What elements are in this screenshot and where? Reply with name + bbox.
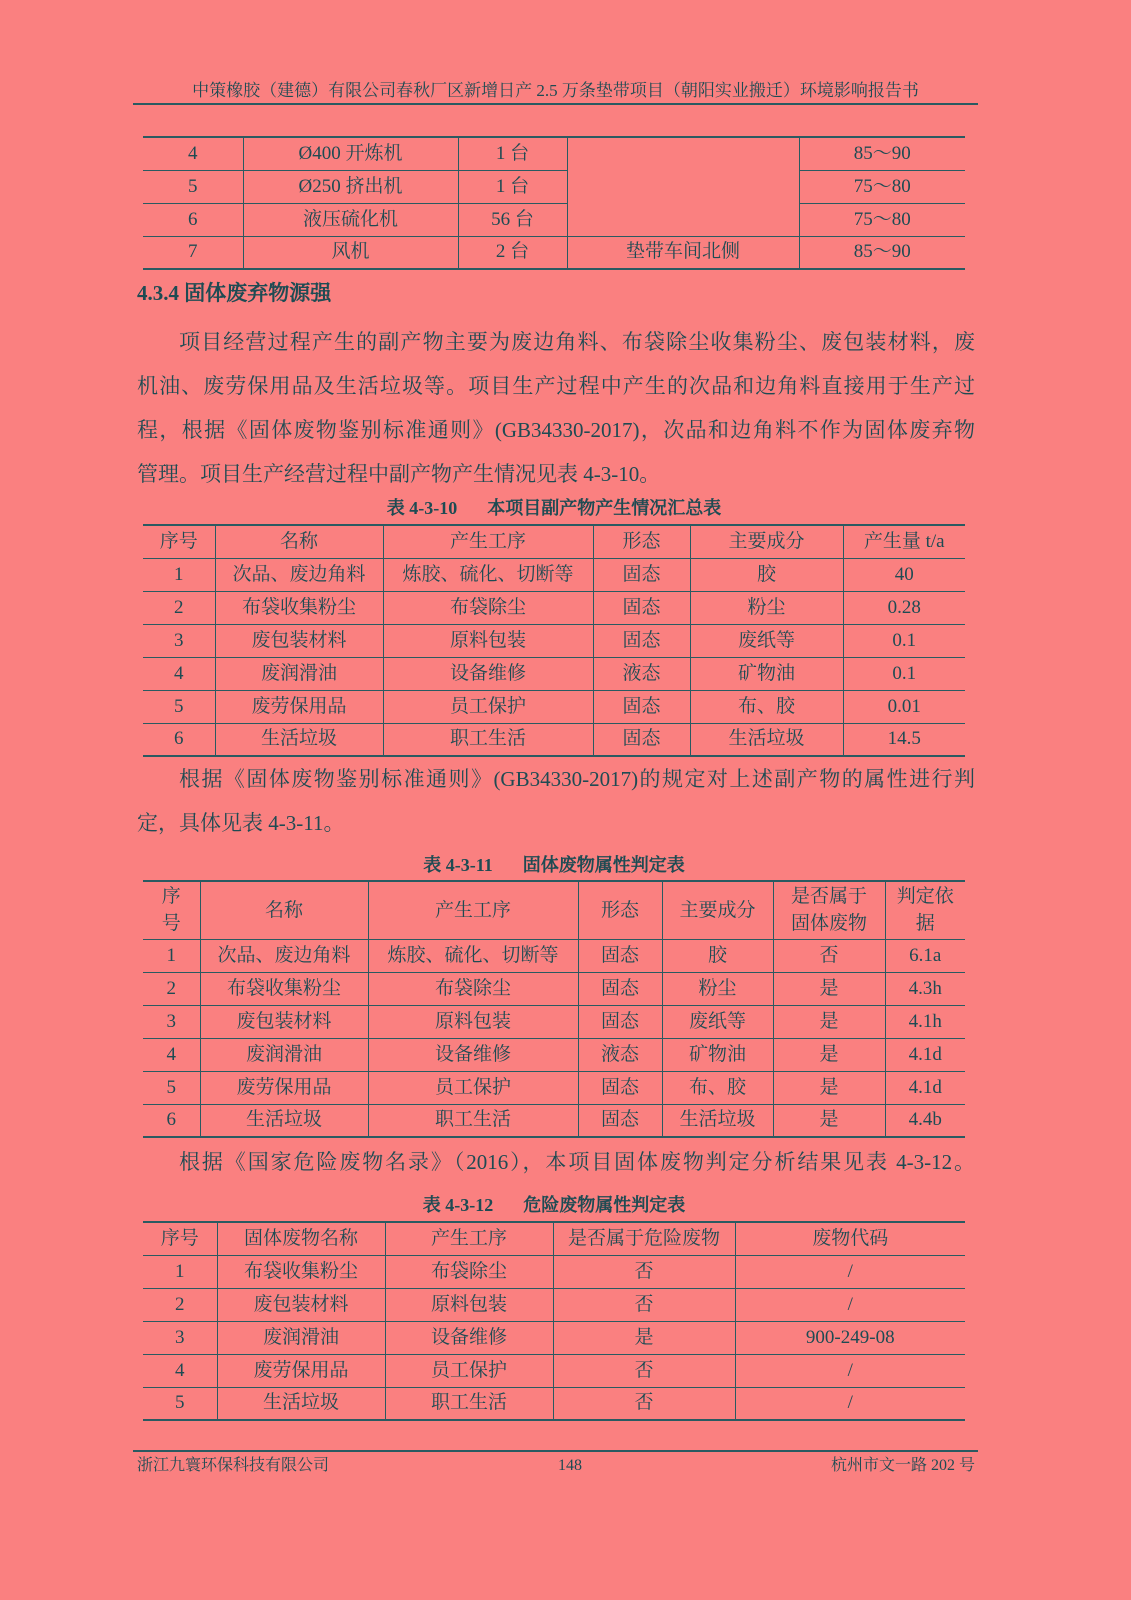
cell-amount: 0.1 [843, 657, 965, 690]
cell-name: 布袋收集粉尘 [200, 972, 368, 1005]
table-header-row [143, 1222, 965, 1255]
cell-amount: 14.5 [843, 723, 965, 756]
table-row [143, 723, 965, 756]
table-row [143, 939, 965, 972]
cell-process: 布袋除尘 [385, 1255, 553, 1288]
caption-title: 危险废物属性判定表 [523, 1195, 686, 1215]
cell-state: 固态 [593, 591, 690, 624]
cell-no: 5 [143, 1071, 200, 1104]
cell-waste-code: / [735, 1288, 965, 1321]
header-process: 产生工序 [385, 1222, 553, 1255]
cell-no: 4 [143, 1038, 200, 1071]
header-rule [133, 103, 978, 105]
cell-waste-code: 900-249-08 [735, 1321, 965, 1354]
cell-is-solid-waste: 是 [773, 1071, 885, 1104]
cell-no: 1 [143, 939, 200, 972]
cell-process: 设备维修 [368, 1038, 578, 1071]
cell-name: 次品、废边角料 [215, 558, 383, 591]
cell-composition: 废纸等 [690, 624, 843, 657]
cell-waste-name: 废包装材料 [217, 1288, 385, 1321]
cell-amount: 0.1 [843, 624, 965, 657]
cell-basis: 4.1h [885, 1005, 965, 1038]
cell-quantity: 56 台 [458, 203, 567, 236]
header-amount: 产生量 t/a [843, 525, 965, 558]
cell-state: 固态 [578, 1005, 662, 1038]
paragraph-attribute-judgement [137, 757, 975, 845]
cell-name: 次品、废边角料 [200, 939, 368, 972]
cell-no: 6 [143, 723, 215, 756]
cell-state: 固态 [593, 624, 690, 657]
caption-number: 表 4-3-10 [386, 498, 458, 518]
cell-no: 2 [143, 591, 215, 624]
table-row [143, 236, 965, 269]
cell-name: 废润滑油 [215, 657, 383, 690]
table-row [143, 137, 965, 170]
paragraph-line: 根据《固体废物鉴别标准通则》(GB34330-2017)的规定对上述副产物的属性进行判 [179, 767, 975, 791]
cell-name: 废包装材料 [215, 624, 383, 657]
caption-number: 表 4-3-11 [423, 855, 493, 875]
cell-composition: 矿物油 [662, 1038, 773, 1071]
cell-is-solid-waste: 是 [773, 1005, 885, 1038]
cell-process: 原料包装 [368, 1005, 578, 1038]
cell-composition: 生活垃圾 [690, 723, 843, 756]
table-caption [143, 497, 965, 519]
cell-process: 设备维修 [385, 1321, 553, 1354]
cell-process: 职工生活 [368, 1104, 578, 1137]
cell-composition: 胶 [690, 558, 843, 591]
cell-no: 5 [143, 690, 215, 723]
paragraph-line: 定，具体见表 4-3-11。 [137, 811, 345, 835]
paragraph-line: 根据《国家危险废物名录》（2016），本项目固体废物判定分析结果见表 4-3-12。 [179, 1150, 975, 1174]
cell-basis: 4.1d [885, 1071, 965, 1104]
table-row [143, 1071, 965, 1104]
table-row [143, 1005, 965, 1038]
header-process: 产生工序 [383, 525, 593, 558]
table-row [143, 657, 965, 690]
header-is-hazardous: 是否属于危险废物 [553, 1222, 735, 1255]
caption-title: 固体废物属性判定表 [522, 855, 685, 875]
cell-equipment: Ø400 开炼机 [243, 137, 458, 170]
cell-basis: 4.3h [885, 972, 965, 1005]
footer-rule [133, 1450, 978, 1452]
cell-waste-name: 布袋收集粉尘 [217, 1255, 385, 1288]
cell-waste-code: / [735, 1354, 965, 1387]
header-is-solid-waste: 是否属于固体废物 [773, 881, 885, 939]
cell-process: 职工生活 [385, 1387, 553, 1420]
cell-amount: 0.01 [843, 690, 965, 723]
cell-process: 布袋除尘 [368, 972, 578, 1005]
cell-is-hazardous: 是 [553, 1321, 735, 1354]
table-row [143, 1387, 965, 1420]
cell-is-solid-waste: 是 [773, 1038, 885, 1071]
table-caption [143, 1194, 965, 1216]
cell-name: 生活垃圾 [200, 1104, 368, 1137]
cell-waste-name: 废劳保用品 [217, 1354, 385, 1387]
cell-process: 原料包装 [385, 1288, 553, 1321]
table-row [143, 558, 965, 591]
cell-state: 固态 [593, 690, 690, 723]
header-name: 名称 [215, 525, 383, 558]
header-basis: 判定依据 [885, 881, 965, 939]
cell-equipment: 风机 [243, 236, 458, 269]
cell-basis: 4.4b [885, 1104, 965, 1137]
cell-process: 设备维修 [383, 657, 593, 690]
cell-no: 7 [143, 236, 243, 269]
cell-amount: 0.28 [843, 591, 965, 624]
header-name: 名称 [200, 881, 368, 939]
cell-no: 6 [143, 203, 243, 236]
header-state: 形态 [578, 881, 662, 939]
cell-waste-code: / [735, 1387, 965, 1420]
cell-level: 75～80 [799, 203, 965, 236]
cell-is-solid-waste: 是 [773, 972, 885, 1005]
table-row [143, 170, 965, 203]
cell-basis: 4.1d [885, 1038, 965, 1071]
cell-location: 垫带车间北侧 [567, 236, 799, 269]
cell-state: 固态 [578, 1104, 662, 1137]
header-no: 序号 [143, 1222, 217, 1255]
noise-source-table [143, 136, 965, 270]
footer-company: 浙江九寰环保科技有限公司 [137, 1457, 330, 1474]
cell-waste-name: 废润滑油 [217, 1321, 385, 1354]
header-composition: 主要成分 [662, 881, 773, 939]
cell-name: 废润滑油 [200, 1038, 368, 1071]
cell-state: 液态 [578, 1038, 662, 1071]
cell-process: 员工保护 [385, 1354, 553, 1387]
cell-no: 4 [143, 137, 243, 170]
header-no: 序号 [143, 881, 200, 939]
cell-quantity: 2 台 [458, 236, 567, 269]
table-row [143, 1104, 965, 1137]
cell-waste-code: / [735, 1255, 965, 1288]
cell-no: 6 [143, 1104, 200, 1137]
cell-is-hazardous: 否 [553, 1354, 735, 1387]
cell-no: 3 [143, 1005, 200, 1038]
cell-no: 4 [143, 1354, 217, 1387]
cell-composition: 废纸等 [662, 1005, 773, 1038]
cell-equipment: 液压硫化机 [243, 203, 458, 236]
cell-state: 液态 [593, 657, 690, 690]
cell-name: 废劳保用品 [215, 690, 383, 723]
cell-is-hazardous: 否 [553, 1387, 735, 1420]
caption-number: 表 4-3-12 [422, 1195, 494, 1215]
header-process: 产生工序 [368, 881, 578, 939]
cell-level: 85～90 [799, 137, 965, 170]
cell-equipment: Ø250 挤出机 [243, 170, 458, 203]
header-no: 序号 [143, 525, 215, 558]
cell-waste-name: 生活垃圾 [217, 1387, 385, 1420]
header-composition: 主要成分 [690, 525, 843, 558]
cell-process: 员工保护 [383, 690, 593, 723]
cell-composition: 布、胶 [690, 690, 843, 723]
cell-name: 废包装材料 [200, 1005, 368, 1038]
cell-state: 固态 [593, 558, 690, 591]
table-header-row [143, 881, 965, 939]
cell-level: 85～90 [799, 236, 965, 269]
caption-title: 本项目副产物产生情况汇总表 [487, 498, 722, 518]
cell-quantity: 1 台 [458, 170, 567, 203]
header-waste-name: 固体废物名称 [217, 1222, 385, 1255]
cell-name: 生活垃圾 [215, 723, 383, 756]
hazardous-waste-attribute-table [143, 1221, 965, 1421]
table-row [143, 203, 965, 236]
cell-level: 75～80 [799, 170, 965, 203]
cell-no: 2 [143, 1288, 217, 1321]
cell-name: 布袋收集粉尘 [215, 591, 383, 624]
cell-state: 固态 [578, 939, 662, 972]
cell-no: 2 [143, 972, 200, 1005]
table-header-row [143, 525, 965, 558]
cell-no: 1 [143, 1255, 217, 1288]
section-heading: 4.3.4 固体废弃物源强 [137, 281, 332, 305]
cell-process: 炼胶、硫化、切断等 [368, 939, 578, 972]
cell-composition: 粉尘 [662, 972, 773, 1005]
cell-quantity: 1 台 [458, 137, 567, 170]
solid-waste-attribute-table [143, 880, 965, 1138]
cell-no: 4 [143, 657, 215, 690]
cell-is-hazardous: 否 [553, 1288, 735, 1321]
paragraph-line: 项目经营过程产生的副产物主要为废边角料、布袋除尘收集粉尘、废包装材料，废 [179, 330, 975, 354]
cell-composition: 粉尘 [690, 591, 843, 624]
table-row [143, 1321, 965, 1354]
cell-composition: 胶 [662, 939, 773, 972]
cell-process: 炼胶、硫化、切断等 [383, 558, 593, 591]
cell-process: 职工生活 [383, 723, 593, 756]
byproduct-summary-table [143, 524, 965, 757]
table-row [143, 1354, 965, 1387]
cell-composition: 生活垃圾 [662, 1104, 773, 1137]
table-row [143, 624, 965, 657]
running-header-title: 中策橡胶（建德）有限公司春秋厂区新增日产 2.5 万条垫带项目（朝阳实业搬迁）环境影响报告书 [192, 81, 919, 100]
cell-no: 5 [143, 1387, 217, 1420]
cell-composition: 布、胶 [662, 1071, 773, 1104]
table-row [143, 1255, 965, 1288]
paragraph-line: 管理。项目生产经营过程中副产物产生情况见表 4-3-10。 [137, 462, 661, 486]
table-row [143, 972, 965, 1005]
table-caption [143, 854, 965, 876]
cell-is-solid-waste: 是 [773, 1104, 885, 1137]
table-row [143, 690, 965, 723]
header-state: 形态 [593, 525, 690, 558]
cell-state: 固态 [593, 723, 690, 756]
cell-process: 原料包装 [383, 624, 593, 657]
cell-no: 3 [143, 1321, 217, 1354]
table-row [143, 1038, 965, 1071]
paragraph-line: 程，根据《固体废物鉴别标准通则》(GB34330-2017)，次品和边角料不作为固体废弃物 [137, 418, 975, 442]
paragraph-line: 机油、废劳保用品及生活垃圾等。项目生产过程中产生的次品和边角料直接用于生产过 [137, 374, 975, 398]
cell-no: 5 [143, 170, 243, 203]
cell-basis: 6.1a [885, 939, 965, 972]
page-number: 148 [558, 1457, 582, 1474]
paragraph-intro [137, 320, 975, 496]
footer-address: 杭州市文一路 202 号 [830, 1457, 975, 1474]
cell-location-merged [567, 137, 799, 236]
cell-state: 固态 [578, 1071, 662, 1104]
cell-amount: 40 [843, 558, 965, 591]
cell-name: 废劳保用品 [200, 1071, 368, 1104]
cell-is-hazardous: 否 [553, 1255, 735, 1288]
paragraph-hazardous-catalog [137, 1140, 975, 1184]
cell-no: 1 [143, 558, 215, 591]
cell-is-solid-waste: 否 [773, 939, 885, 972]
cell-process: 布袋除尘 [383, 591, 593, 624]
header-waste-code: 废物代码 [735, 1222, 965, 1255]
cell-composition: 矿物油 [690, 657, 843, 690]
cell-state: 固态 [578, 972, 662, 1005]
table-row [143, 1288, 965, 1321]
cell-process: 员工保护 [368, 1071, 578, 1104]
table-row [143, 591, 965, 624]
cell-no: 3 [143, 624, 215, 657]
